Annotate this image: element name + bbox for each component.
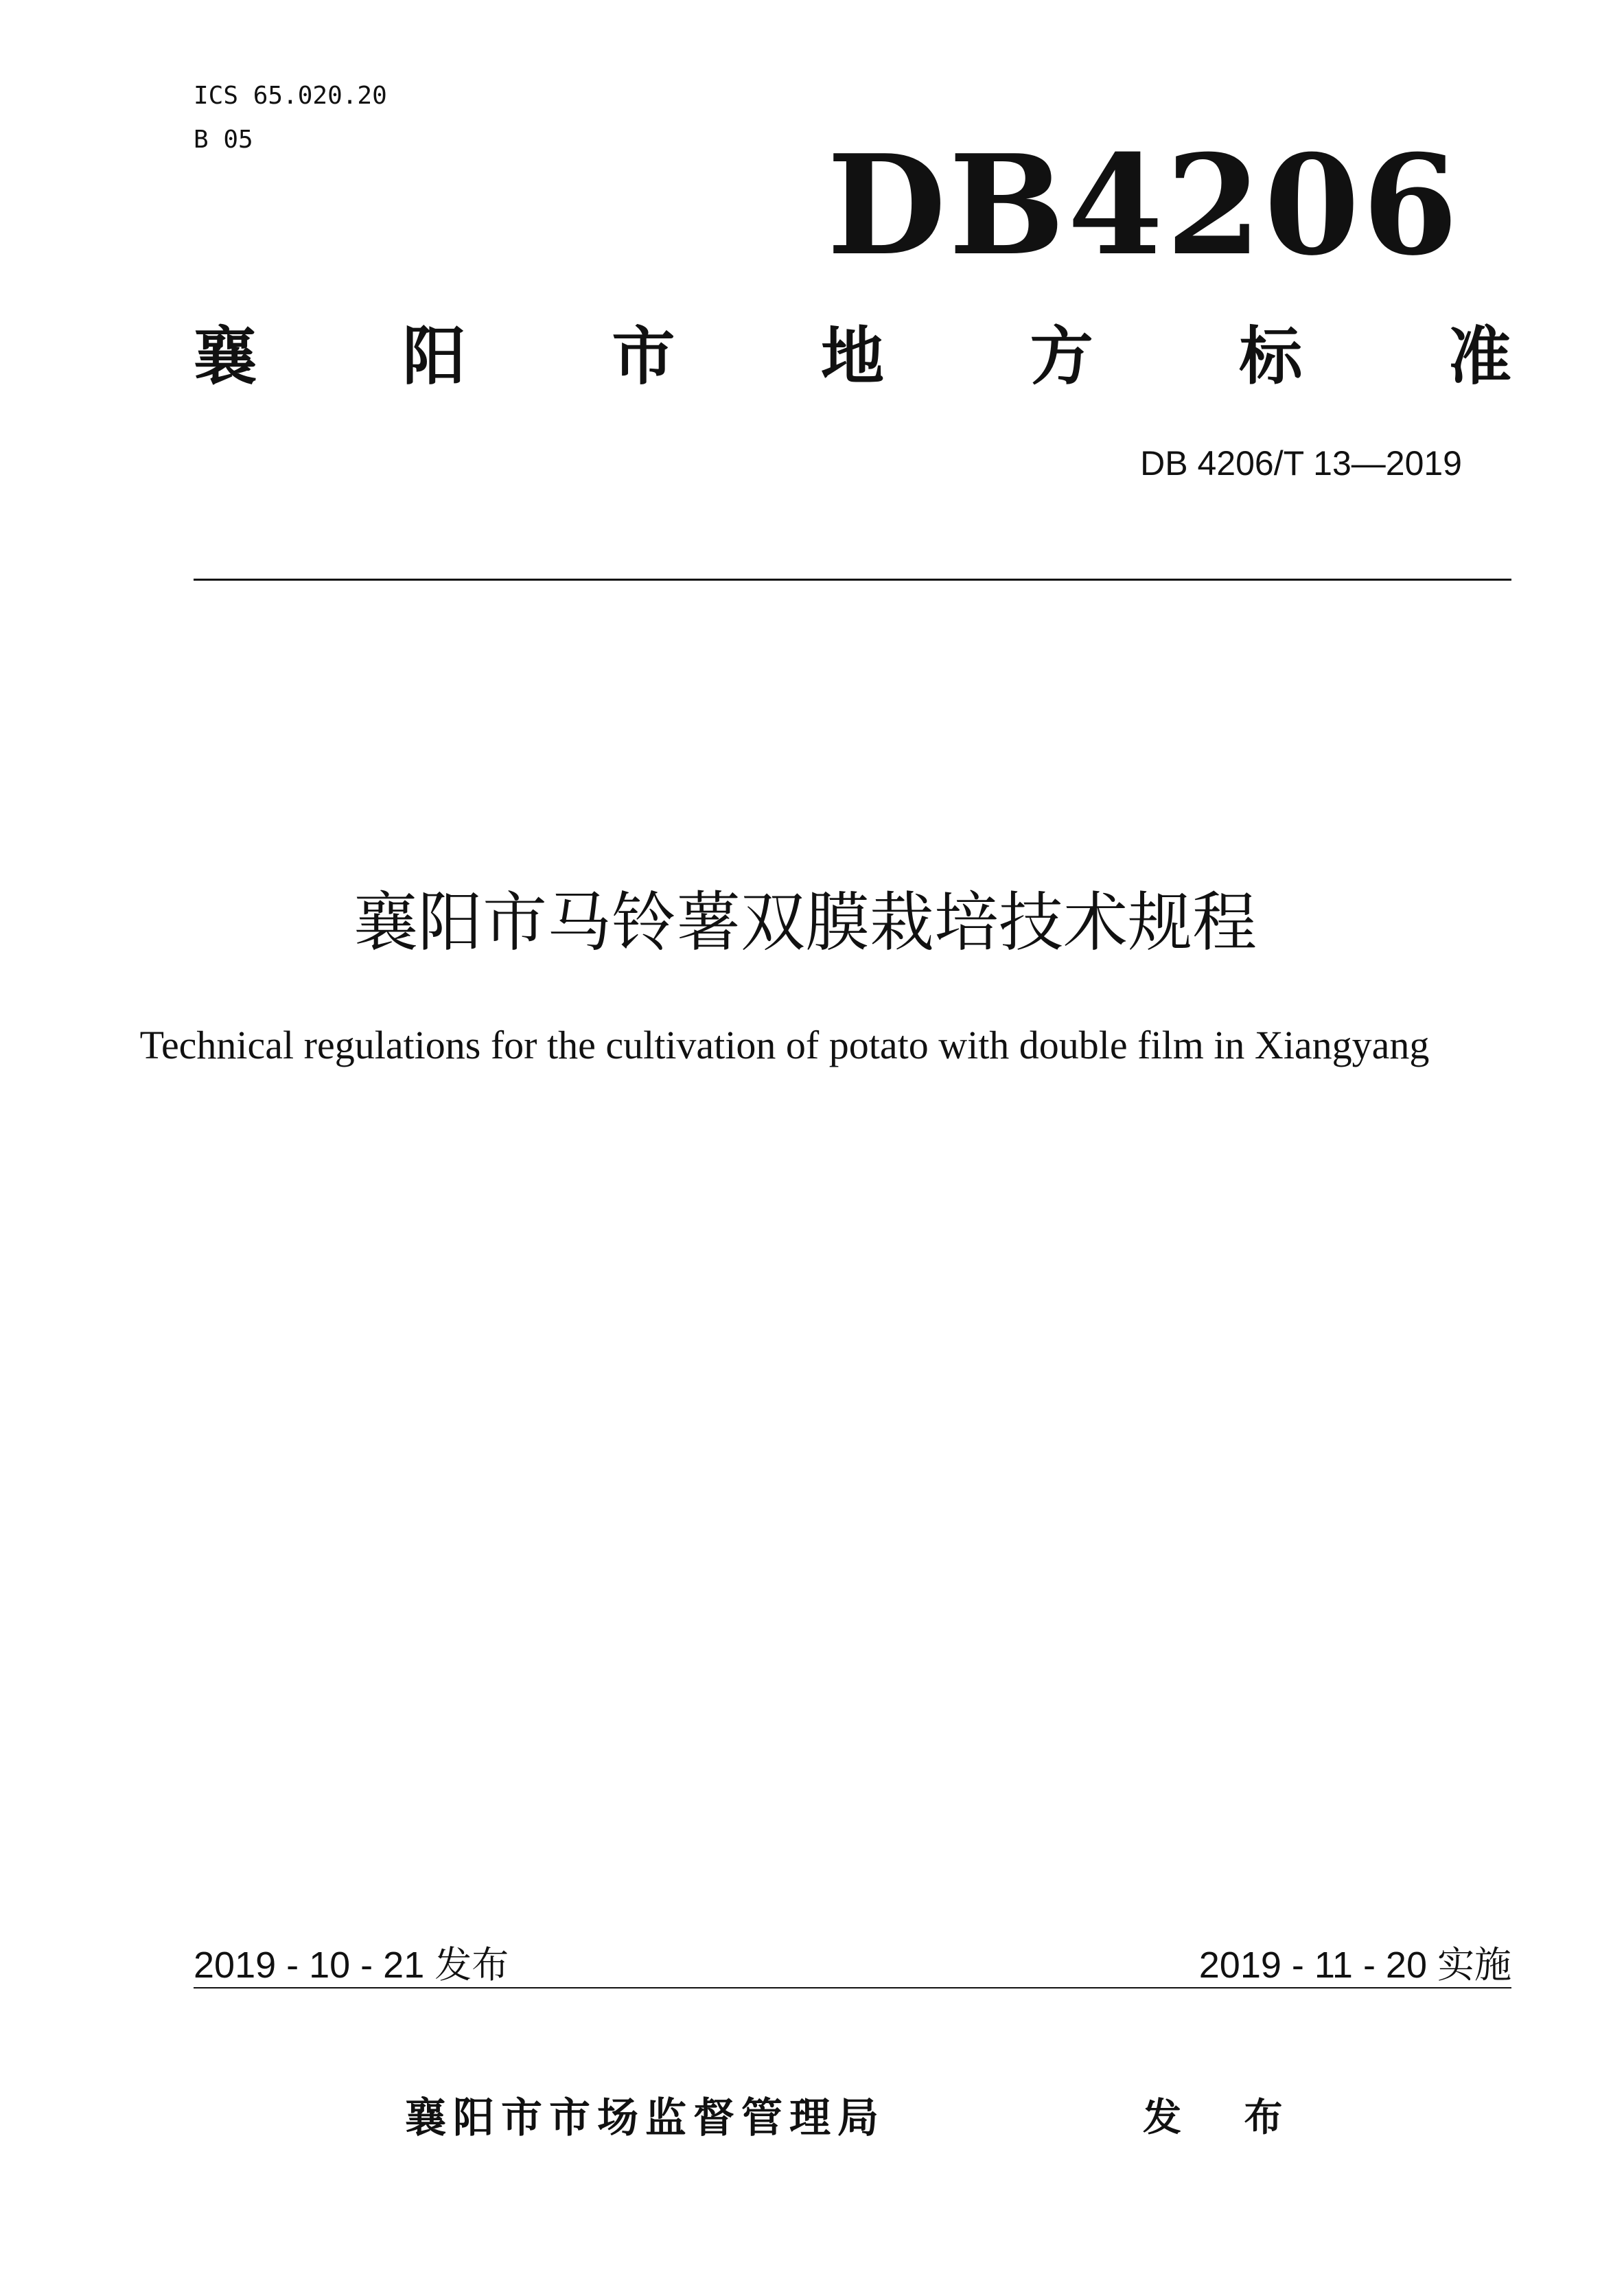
issuing-authority: 襄阳市市场监督管理局	[405, 2094, 885, 2142]
header-divider	[194, 579, 1511, 581]
standard-mark: DB4206	[826, 125, 1461, 286]
standard-type-char: 地	[820, 320, 884, 393]
standard-type-char: 标	[1239, 320, 1303, 393]
document-title-english: Technical regulations for the cultivation of potato with double film in Xiangyang	[139, 1023, 1430, 1067]
standard-number: DB 4206/T 13—2019	[1140, 444, 1462, 483]
ccs-code: B 05	[194, 126, 253, 154]
issue-label: 发 布	[1143, 2096, 1308, 2140]
standard-type-char: 市	[612, 320, 675, 393]
standard-type-char: 准	[1448, 320, 1511, 393]
document-title-chinese: 襄阳市马铃薯双膜栽培技术规程	[353, 885, 1257, 960]
standard-type-char: 阳	[402, 320, 466, 393]
standard-type-char: 方	[1030, 320, 1093, 393]
footer-divider	[194, 1987, 1511, 1988]
ics-code: ICS 65.020.20	[194, 82, 387, 110]
issue-date: 2019 - 10 - 21 发布	[194, 1945, 509, 1986]
standard-type-heading	[194, 320, 1511, 393]
standard-type-char: 襄	[194, 320, 257, 393]
implementation-date: 2019 - 11 - 20 实施	[1198, 1945, 1511, 1986]
